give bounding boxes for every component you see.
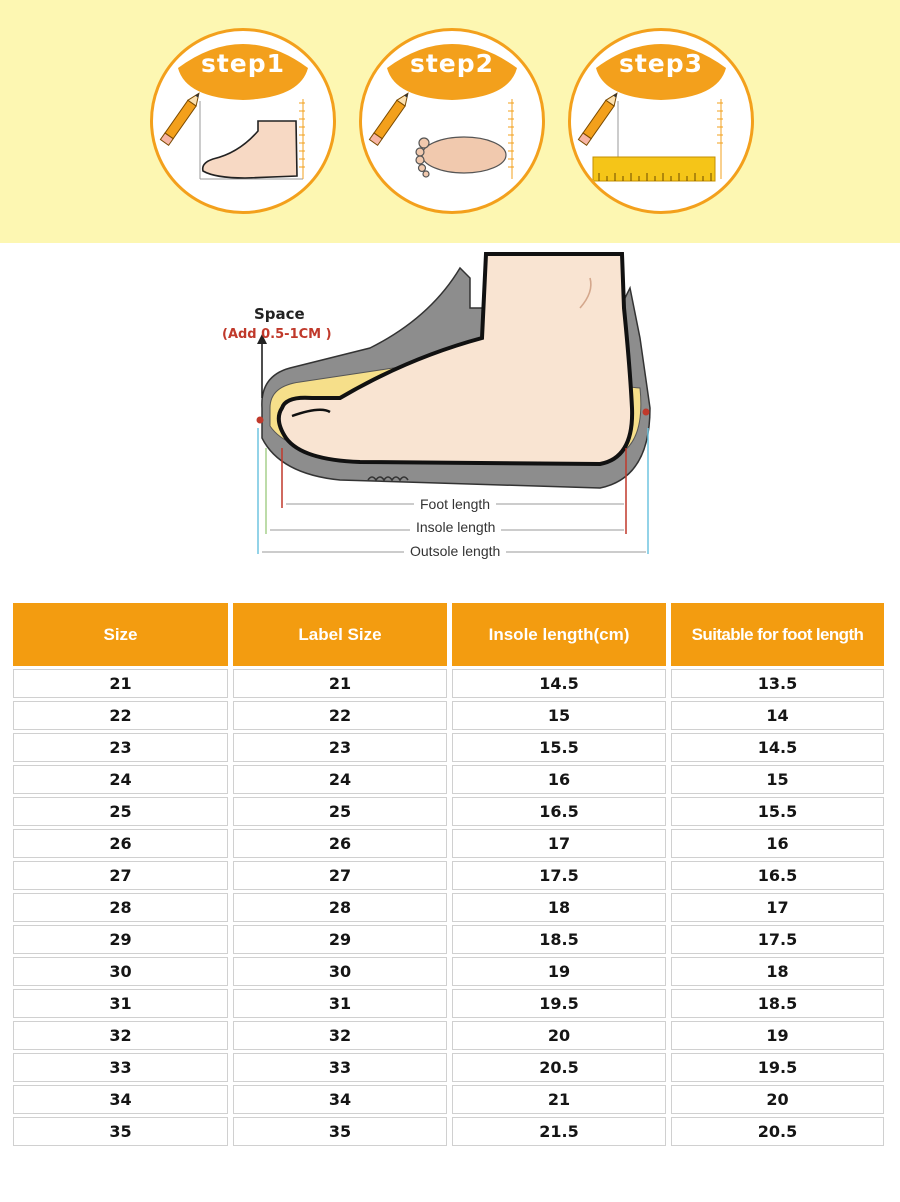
step-banner [0, 0, 900, 243]
table-body [13, 669, 889, 1146]
table-row [13, 765, 889, 794]
cell-foot-length: 18 [671, 957, 884, 986]
cell-foot-length: 14 [671, 701, 884, 730]
cell-label-size: 27 [233, 861, 447, 890]
cell-foot-length: 19 [671, 1021, 884, 1050]
cell-insole-length: 17.5 [452, 861, 666, 890]
step-1-title: step1 [200, 49, 286, 78]
table-row [13, 1085, 889, 1114]
cell-label-size: 21 [233, 669, 447, 698]
table-row [13, 893, 889, 922]
step-2-foot-illustration [362, 31, 542, 211]
cell-label-size: 26 [233, 829, 447, 858]
foot-length-label: Foot length [414, 496, 496, 512]
table-row [13, 861, 889, 890]
cell-size: 22 [13, 701, 228, 730]
header-foot-length: Suitable for foot length [671, 603, 884, 666]
table-row [13, 797, 889, 826]
header-insole-length: Insole length(cm) [452, 603, 666, 666]
cell-insole-length: 19 [452, 957, 666, 986]
step-3-ruler-illustration [571, 31, 751, 211]
cell-size: 26 [13, 829, 228, 858]
cell-foot-length: 16.5 [671, 861, 884, 890]
cell-size: 30 [13, 957, 228, 986]
cell-label-size: 28 [233, 893, 447, 922]
cell-foot-length: 18.5 [671, 989, 884, 1018]
table-row [13, 1053, 889, 1082]
cell-label-size: 22 [233, 701, 447, 730]
cell-foot-length: 15.5 [671, 797, 884, 826]
cell-label-size: 25 [233, 797, 447, 826]
table-header [13, 603, 889, 666]
cell-insole-length: 17 [452, 829, 666, 858]
cell-size: 31 [13, 989, 228, 1018]
cell-size: 29 [13, 925, 228, 954]
cell-size: 21 [13, 669, 228, 698]
cell-insole-length: 18 [452, 893, 666, 922]
cell-label-size: 24 [233, 765, 447, 794]
cell-size: 23 [13, 733, 228, 762]
table-row [13, 669, 889, 698]
cell-label-size: 35 [233, 1117, 447, 1146]
cell-label-size: 32 [233, 1021, 447, 1050]
cell-insole-length: 21 [452, 1085, 666, 1114]
cell-label-size: 34 [233, 1085, 447, 1114]
outsole-length-label: Outsole length [404, 543, 506, 559]
size-chart-table [13, 603, 889, 1149]
cell-foot-length: 16 [671, 829, 884, 858]
space-note: (Add 0.5-1CM ) [222, 327, 332, 342]
cell-foot-length: 15 [671, 765, 884, 794]
cell-size: 35 [13, 1117, 228, 1146]
table-row [13, 1021, 889, 1050]
header-size: Size [13, 603, 228, 666]
cell-insole-length: 21.5 [452, 1117, 666, 1146]
insole-length-label: Insole length [410, 519, 501, 535]
table-row [13, 829, 889, 858]
cell-foot-length: 13.5 [671, 669, 884, 698]
cell-insole-length: 16.5 [452, 797, 666, 826]
step-1-foot-illustration [153, 31, 333, 211]
space-label: Space [254, 305, 305, 323]
cell-size: 32 [13, 1021, 228, 1050]
table-row [13, 957, 889, 986]
step-1-circle [150, 28, 336, 214]
cell-label-size: 30 [233, 957, 447, 986]
cell-foot-length: 17 [671, 893, 884, 922]
cell-label-size: 31 [233, 989, 447, 1018]
cell-insole-length: 19.5 [452, 989, 666, 1018]
cell-insole-length: 15 [452, 701, 666, 730]
cell-size: 25 [13, 797, 228, 826]
cell-label-size: 29 [233, 925, 447, 954]
cell-foot-length: 19.5 [671, 1053, 884, 1082]
cell-insole-length: 15.5 [452, 733, 666, 762]
table-row [13, 733, 889, 762]
step-3-circle [568, 28, 754, 214]
table-row [13, 1117, 889, 1146]
step-2-title: step2 [409, 49, 495, 78]
cell-insole-length: 20.5 [452, 1053, 666, 1082]
table-row [13, 925, 889, 954]
step-2-circle [359, 28, 545, 214]
cell-insole-length: 16 [452, 765, 666, 794]
cell-foot-length: 14.5 [671, 733, 884, 762]
step-3-title: step3 [618, 49, 704, 78]
cell-insole-length: 14.5 [452, 669, 666, 698]
cell-insole-length: 20 [452, 1021, 666, 1050]
cell-label-size: 23 [233, 733, 447, 762]
cell-size: 34 [13, 1085, 228, 1114]
cell-size: 28 [13, 893, 228, 922]
table-row [13, 989, 889, 1018]
header-label-size: Label Size [233, 603, 447, 666]
cell-insole-length: 18.5 [452, 925, 666, 954]
table-row [13, 701, 889, 730]
cell-foot-length: 20 [671, 1085, 884, 1114]
cell-size: 24 [13, 765, 228, 794]
cell-size: 33 [13, 1053, 228, 1082]
cell-size: 27 [13, 861, 228, 890]
cell-label-size: 33 [233, 1053, 447, 1082]
cell-foot-length: 20.5 [671, 1117, 884, 1146]
cell-foot-length: 17.5 [671, 925, 884, 954]
